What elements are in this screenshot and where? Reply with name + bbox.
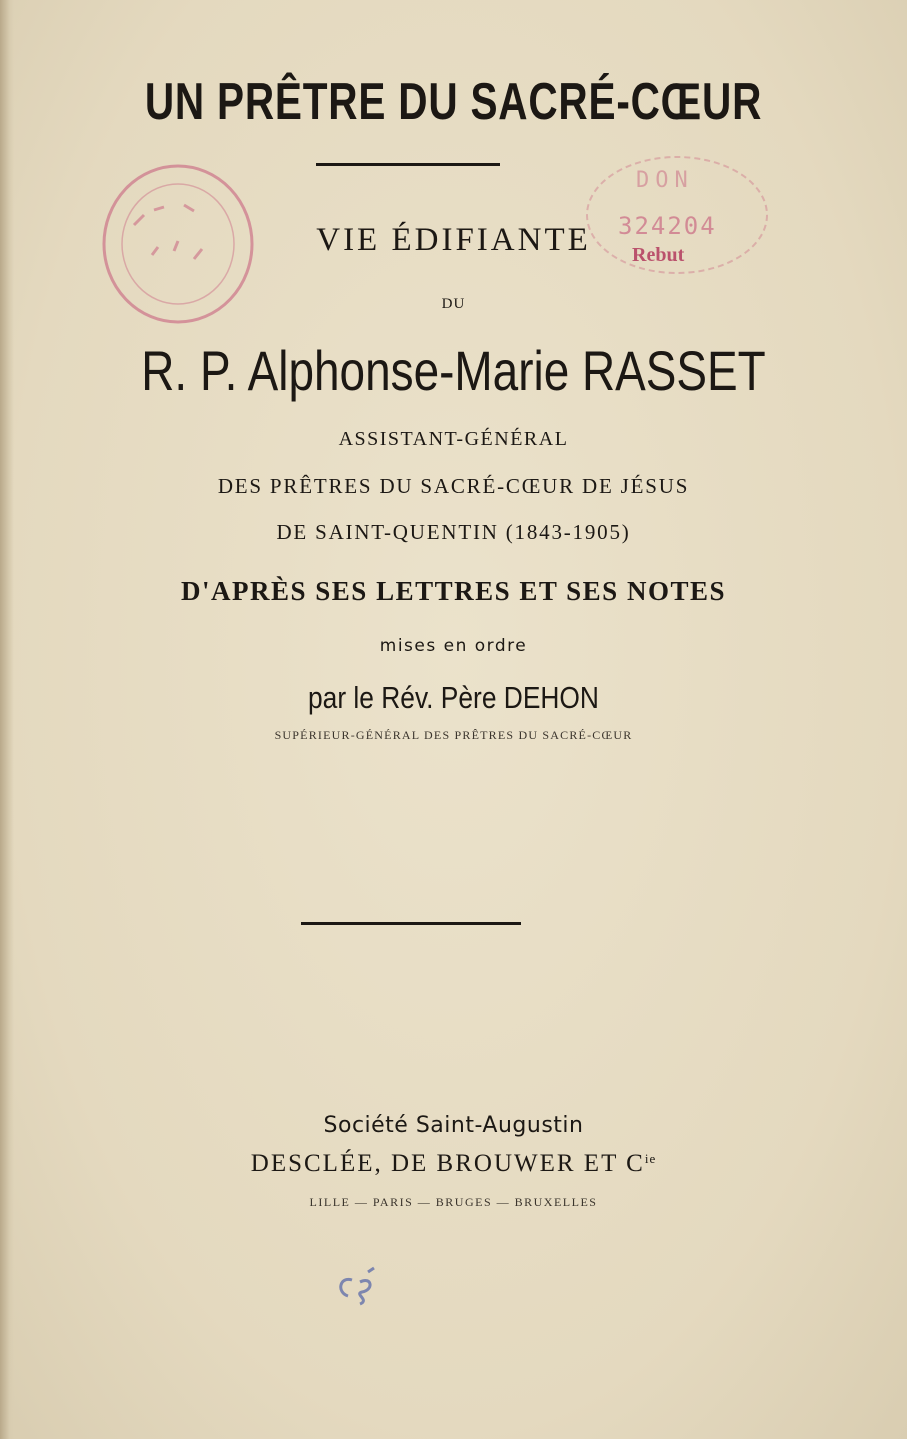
- separator-rule: [301, 922, 521, 925]
- book-subtitle: VIE ÉDIFIANTE: [316, 222, 591, 258]
- author-line: par le Rév. Père DEHON: [308, 680, 599, 715]
- stamp-don-label: DON: [636, 168, 694, 193]
- page-binding-edge: [0, 0, 14, 1439]
- connector-text: DU: [441, 296, 466, 312]
- subject-role-line: DES PRÊTRES DU SACRÉ-CŒUR DE JÉSUS: [217, 474, 690, 498]
- subject-name: R. P. Alphonse-Marie RASSET: [141, 339, 766, 402]
- subject-role-line: DE SAINT-QUENTIN (1843-1905): [276, 520, 631, 544]
- library-stamp-left: [94, 155, 262, 333]
- publisher-firm: [0, 1150, 907, 1178]
- arranged-line: mises en ordre: [379, 636, 528, 656]
- stamp-accession-number: 324204: [618, 212, 717, 240]
- author-role: SUPÉRIEUR-GÉNÉRAL DES PRÊTRES DU SACRÉ-CŒUR: [274, 728, 633, 742]
- publisher-firm-suffix: ie: [644, 1151, 657, 1166]
- shelfmark-mark: [330, 1262, 390, 1312]
- publisher-cities: LILLE — PARIS — BRUGES — BRUXELLES: [309, 1195, 598, 1209]
- publisher-society: Société Saint-Augustin: [323, 1113, 584, 1138]
- publisher-firm-name: DESCLÉE, DE BROUWER ET C: [250, 1150, 645, 1177]
- title-rule: [316, 163, 500, 166]
- stamp-rebut-label: Rebut: [632, 244, 685, 266]
- subject-role-line: ASSISTANT-GÉNÉRAL: [338, 428, 569, 450]
- book-title: UN PRÊTRE DU SACRÉ-CŒUR: [144, 73, 763, 131]
- sources-line: D'APRÈS SES LETTRES ET SES NOTES: [181, 576, 726, 606]
